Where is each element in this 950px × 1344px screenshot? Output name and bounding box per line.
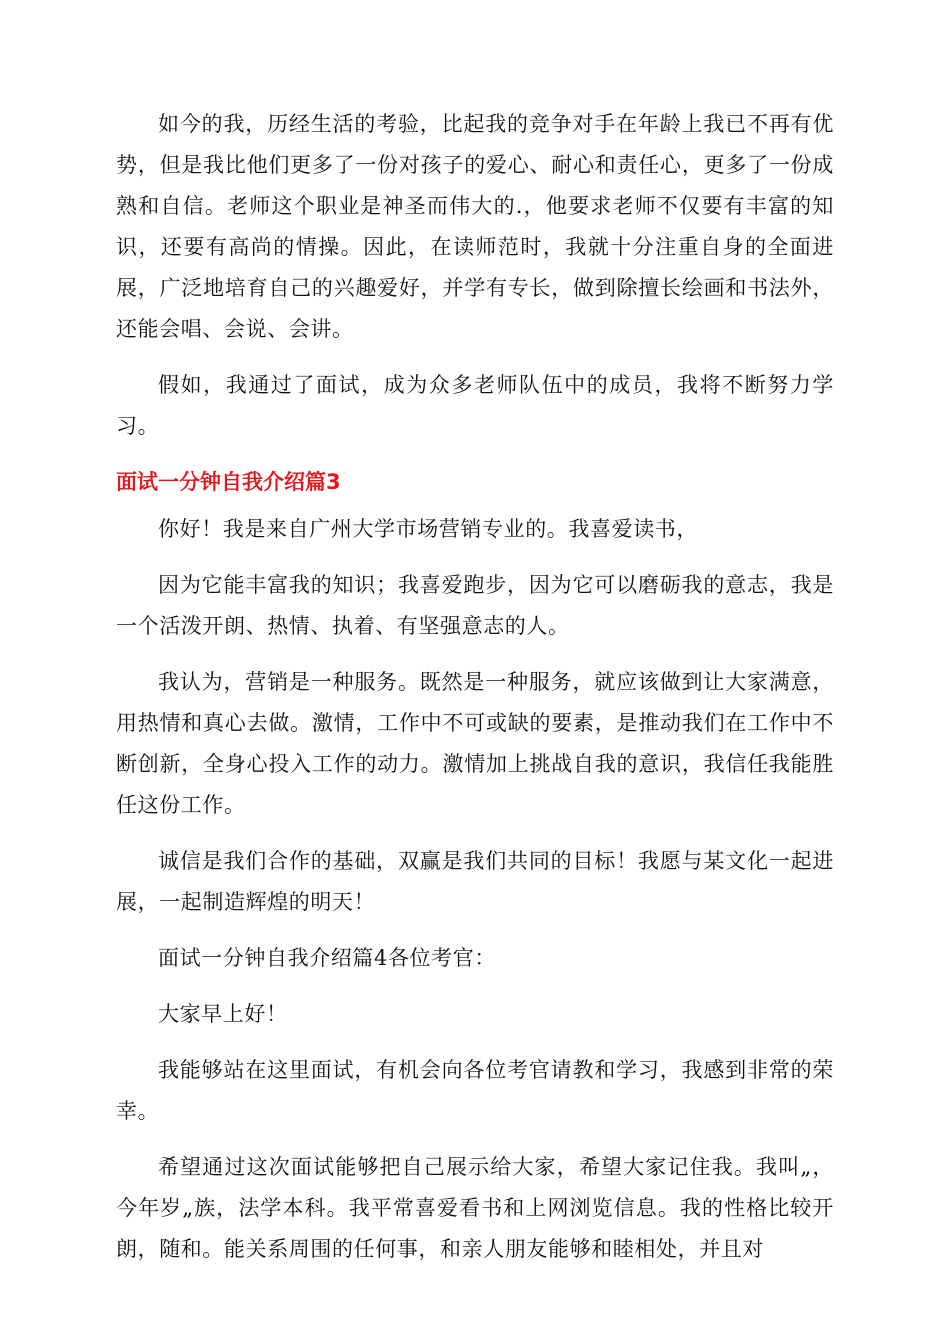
paragraph: 面试一分钟自我介绍篇4各位考官： [158, 946, 496, 970]
paragraph: 我能够站在这里面试，有机会向各位考官请教和学习，我感到非常的荣幸。 [116, 1058, 834, 1123]
paragraph: 我认为，营销是一种服务。既然是一种服务，就应该做到让大家满意，用热情和真心去做。激情，工作中不可或缺的要素，是推动我们在工作中不断创新，全身心投入工作的动力。激情加上挑战自我的意识，我信任我能胜任这份工作。 [116, 670, 834, 817]
section-heading: 面试一分钟自我介绍篇3 [116, 470, 341, 494]
paragraph: 假如，我通过了面试，成为众多老师队伍中的成员，我将不断努力学习。 [116, 373, 834, 438]
paragraph: 大家早上好！ [158, 1002, 288, 1026]
document-body [116, 104, 834, 1285]
paragraph: 诚信是我们合作的基础，双赢是我们共同的目标！我愿与某文化一起进展，一起制造辉煌的明天！ [116, 849, 834, 914]
paragraph: 因为它能丰富我的知识；我喜爱跑步，因为它可以磨砺我的意志，我是一个活泼开朗、热情、执着、有坚强意志的人。 [116, 573, 834, 638]
paragraph: 希望通过这次面试能够把自己展示给大家，希望大家记住我。我叫„，今年岁„族，法学本科。我平常喜爱看书和上网浏览信息。我的性格比较开朗，随和。能关系周围的任何事，和亲人朋友能够和睦相处，并且对 [116, 1155, 834, 1261]
paragraph: 你好！我是来自广州大学市场营销专业的。我喜爱读书， [158, 517, 698, 541]
paragraph: 如今的我，历经生活的考验，比起我的竞争对手在年龄上我已不再有优势，但是我比他们更多了一份对孩子的爱心、耐心和责任心，更多了一份成熟和自信。老师这个职业是神圣而伟大的.，他要求老师不仅要有丰富的知识，还要有高尚的情操。因此，在读师范时，我就十分注重自身的全面进展，广泛地培育自己的兴趣爱好，并学有专长，做到除擅长绘画和书法外，还能会唱、会说、会讲。 [116, 112, 834, 341]
